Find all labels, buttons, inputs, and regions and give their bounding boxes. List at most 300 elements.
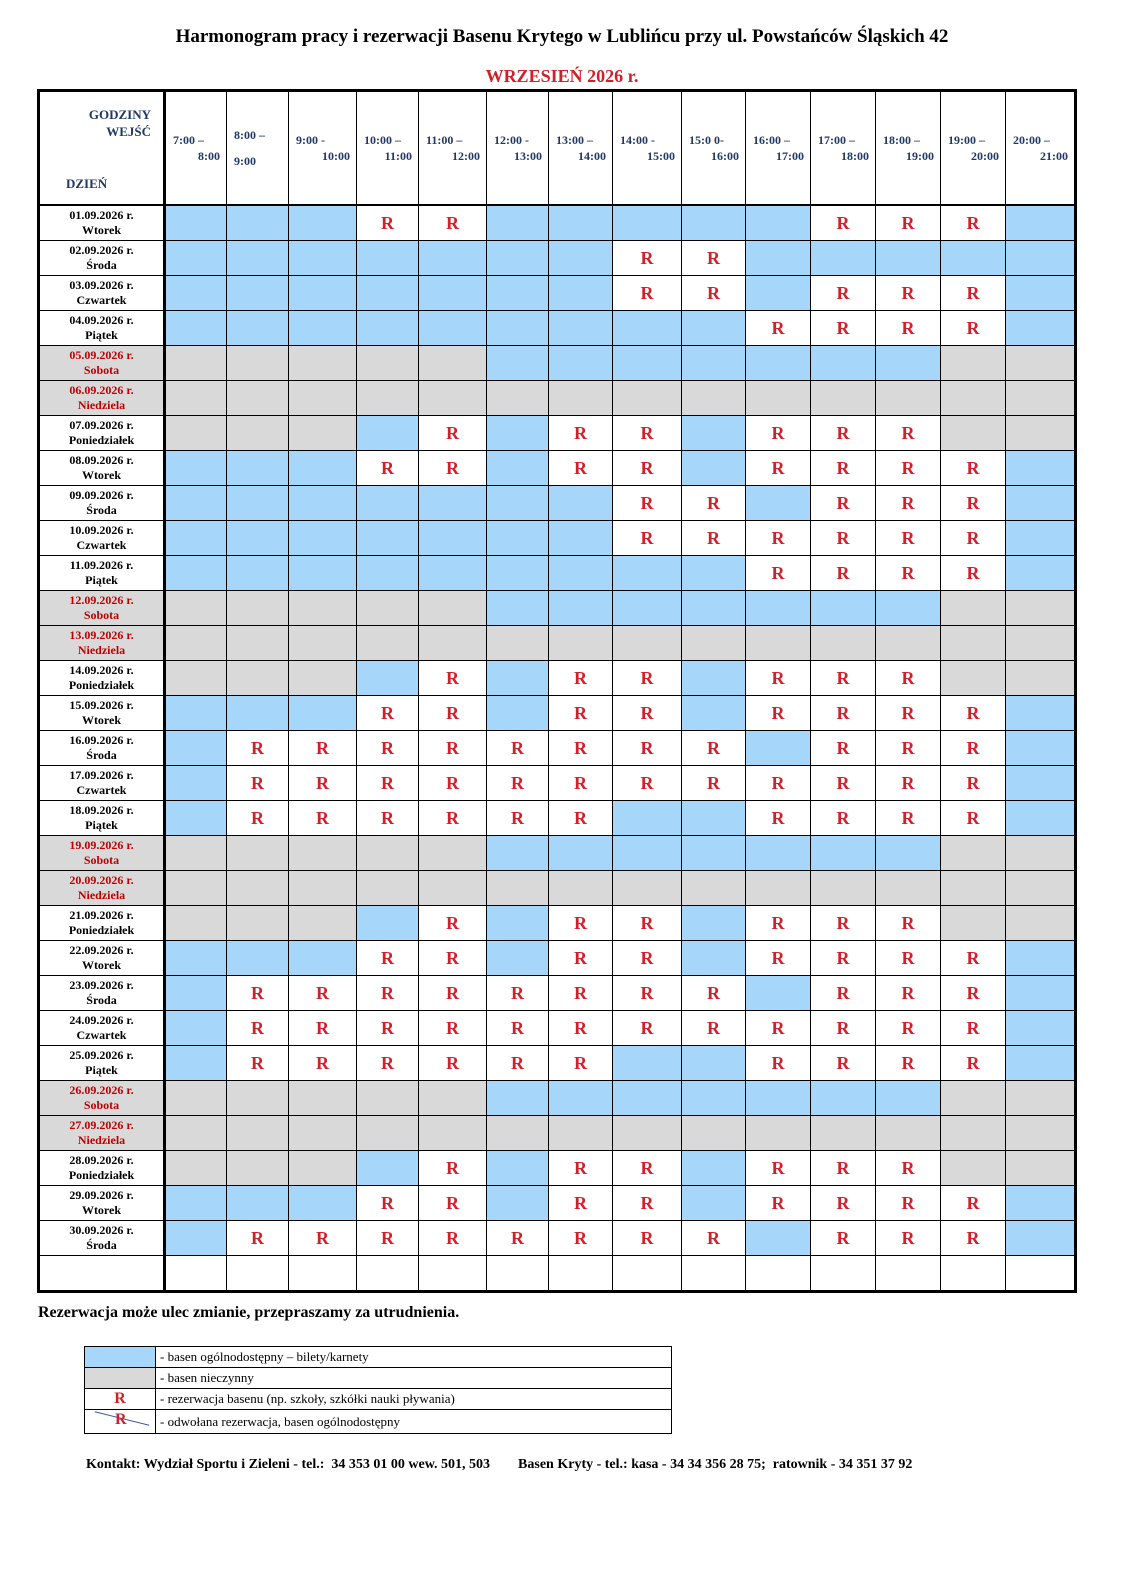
schedule-row bbox=[39, 906, 1076, 941]
weekday-text: Sobota bbox=[83, 853, 120, 867]
open-cell bbox=[289, 311, 357, 346]
closed-cell bbox=[549, 1116, 613, 1151]
reservation-cell: R bbox=[357, 731, 419, 766]
hour-start: 17:00 – bbox=[818, 133, 855, 147]
closed-cell bbox=[1006, 1151, 1076, 1186]
legend-row bbox=[85, 1347, 672, 1368]
open-cell bbox=[289, 486, 357, 521]
open-cell bbox=[1006, 1011, 1076, 1046]
open-cell bbox=[811, 1081, 876, 1116]
date-text: 11.09.2026 r. bbox=[69, 558, 134, 572]
closed-cell bbox=[289, 381, 357, 416]
closed-cell bbox=[811, 1116, 876, 1151]
open-cell bbox=[487, 416, 549, 451]
open-cell bbox=[289, 556, 357, 591]
closed-cell bbox=[227, 906, 289, 941]
closed-cell bbox=[289, 346, 357, 381]
open-cell bbox=[811, 591, 876, 626]
empty-cell bbox=[419, 1256, 487, 1292]
reservation-cell: R bbox=[941, 941, 1006, 976]
reservation-cell: R bbox=[811, 311, 876, 346]
open-cell bbox=[811, 241, 876, 276]
open-cell bbox=[487, 346, 549, 381]
open-cell bbox=[419, 521, 487, 556]
change-notice: Rezerwacja może ulec zmianie, przepraszamy za utrudnienia. bbox=[38, 1304, 460, 1321]
weekday-text: Niedziela bbox=[77, 1133, 126, 1147]
open-cell bbox=[613, 1081, 682, 1116]
legend-closed-swatch bbox=[85, 1368, 156, 1389]
open-cell bbox=[876, 836, 941, 871]
open-cell bbox=[876, 591, 941, 626]
closed-cell bbox=[876, 381, 941, 416]
reservation-cell: R bbox=[941, 311, 1006, 346]
hour-column-header bbox=[811, 91, 876, 206]
open-cell bbox=[289, 941, 357, 976]
empty-cell bbox=[39, 1256, 165, 1292]
open-cell bbox=[227, 205, 289, 241]
hour-end: 21:00 bbox=[1040, 149, 1068, 163]
empty-cell bbox=[549, 1256, 613, 1292]
hour-column-header bbox=[487, 91, 549, 206]
reservation-cell: R bbox=[357, 976, 419, 1011]
schedule-row bbox=[39, 346, 1076, 381]
closed-cell bbox=[941, 381, 1006, 416]
closed-cell bbox=[419, 1116, 487, 1151]
weekday-text: Wtorek bbox=[81, 958, 122, 972]
weekday-text: Wtorek bbox=[81, 1203, 122, 1217]
day-cell bbox=[39, 1151, 165, 1186]
closed-cell bbox=[487, 381, 549, 416]
header-row bbox=[39, 91, 1076, 206]
closed-cell bbox=[289, 591, 357, 626]
reservation-cell: R bbox=[876, 661, 941, 696]
reservation-cell: R bbox=[419, 1046, 487, 1081]
reservation-cell: R bbox=[419, 801, 487, 836]
schedule-row bbox=[39, 696, 1076, 731]
closed-cell bbox=[746, 871, 811, 906]
closed-cell bbox=[1006, 836, 1076, 871]
date-text: 21.09.2026 r. bbox=[69, 908, 134, 922]
open-cell bbox=[682, 205, 746, 241]
open-cell bbox=[613, 556, 682, 591]
hour-start: 7:00 – bbox=[173, 133, 204, 147]
reservation-cell: R bbox=[549, 1011, 613, 1046]
date-text: 09.09.2026 r. bbox=[69, 488, 134, 502]
open-cell bbox=[613, 801, 682, 836]
closed-cell bbox=[227, 1081, 289, 1116]
closed-cell bbox=[549, 381, 613, 416]
closed-cell bbox=[289, 661, 357, 696]
reservation-cell: R bbox=[876, 696, 941, 731]
weekday-text: Sobota bbox=[83, 1098, 120, 1112]
reservation-cell: R bbox=[613, 696, 682, 731]
open-cell bbox=[165, 521, 227, 556]
closed-cell bbox=[227, 836, 289, 871]
date-text: 07.09.2026 r. bbox=[69, 418, 134, 432]
reservation-cell: R bbox=[289, 766, 357, 801]
closed-cell bbox=[165, 381, 227, 416]
closed-cell bbox=[227, 346, 289, 381]
date-text: 08.09.2026 r. bbox=[69, 453, 134, 467]
closed-cell bbox=[289, 836, 357, 871]
open-cell bbox=[746, 731, 811, 766]
reservation-cell: R bbox=[876, 451, 941, 486]
closed-cell bbox=[1006, 906, 1076, 941]
closed-cell bbox=[165, 591, 227, 626]
legend-row bbox=[85, 1410, 672, 1434]
hour-end: 17:00 bbox=[776, 149, 804, 163]
schedule-row bbox=[39, 591, 1076, 626]
open-cell bbox=[227, 486, 289, 521]
contact-info: Kontakt: Wydział Sportu i Zieleni - tel.: 34 353 01 00 wew. 501, 503 Basen Kryty - tel.: kasa - 34 34 356 28 75; ratownik - 34 351 37 92 bbox=[86, 1457, 913, 1472]
weekday-text: Piątek bbox=[85, 818, 118, 832]
open-cell bbox=[419, 241, 487, 276]
date-text: 23.09.2026 r. bbox=[69, 978, 134, 992]
hour-column-header bbox=[419, 91, 487, 206]
reservation-cell: R bbox=[746, 801, 811, 836]
open-cell bbox=[549, 205, 613, 241]
closed-cell bbox=[227, 381, 289, 416]
reservation-cell: R bbox=[876, 556, 941, 591]
reservation-cell: R bbox=[746, 696, 811, 731]
open-cell bbox=[682, 1151, 746, 1186]
hour-end: 15:00 bbox=[647, 149, 675, 163]
closed-cell bbox=[165, 626, 227, 661]
day-cell bbox=[39, 836, 165, 871]
open-cell bbox=[1006, 556, 1076, 591]
reservation-cell: R bbox=[549, 801, 613, 836]
open-cell bbox=[613, 1046, 682, 1081]
date-text: 14.09.2026 r. bbox=[69, 663, 134, 677]
day-cell bbox=[39, 1081, 165, 1116]
open-cell bbox=[419, 276, 487, 311]
open-cell bbox=[165, 1221, 227, 1256]
open-cell bbox=[746, 276, 811, 311]
open-cell bbox=[357, 241, 419, 276]
date-text: 27.09.2026 r. bbox=[69, 1118, 134, 1132]
closed-cell bbox=[682, 381, 746, 416]
open-cell bbox=[682, 696, 746, 731]
closed-cell bbox=[941, 346, 1006, 381]
closed-cell bbox=[227, 626, 289, 661]
closed-cell bbox=[419, 346, 487, 381]
date-text: 02.09.2026 r. bbox=[69, 243, 134, 257]
reservation-cell: R bbox=[746, 661, 811, 696]
reservation-cell: R bbox=[419, 1221, 487, 1256]
reservation-cell: R bbox=[876, 766, 941, 801]
reservation-cell: R bbox=[811, 906, 876, 941]
reservation-cell: R bbox=[549, 976, 613, 1011]
open-cell bbox=[165, 1186, 227, 1221]
reservation-cell: R bbox=[941, 731, 1006, 766]
reservation-cell: R bbox=[289, 731, 357, 766]
empty-row bbox=[39, 1256, 1076, 1292]
open-cell bbox=[1006, 241, 1076, 276]
open-cell bbox=[357, 521, 419, 556]
reservation-cell: R bbox=[227, 766, 289, 801]
open-cell bbox=[1006, 801, 1076, 836]
reservation-cell: R bbox=[357, 696, 419, 731]
closed-cell bbox=[165, 346, 227, 381]
weekday-text: Środa bbox=[86, 503, 117, 517]
schedule-row bbox=[39, 451, 1076, 486]
day-label: DZIEŃ bbox=[66, 176, 108, 191]
open-cell bbox=[487, 276, 549, 311]
reservation-cell: R bbox=[746, 311, 811, 346]
hour-column-header bbox=[289, 91, 357, 206]
reservation-cell: R bbox=[811, 941, 876, 976]
legend-row bbox=[85, 1368, 672, 1389]
reservation-cell: R bbox=[613, 1011, 682, 1046]
schedule-row bbox=[39, 276, 1076, 311]
day-cell bbox=[39, 451, 165, 486]
open-cell bbox=[1006, 521, 1076, 556]
weekday-text: Wtorek bbox=[81, 713, 122, 727]
reservation-cell: R bbox=[549, 696, 613, 731]
reservation-cell: R bbox=[876, 521, 941, 556]
open-cell bbox=[289, 451, 357, 486]
reservation-cell: R bbox=[876, 486, 941, 521]
open-cell bbox=[227, 1186, 289, 1221]
schedule-row bbox=[39, 626, 1076, 661]
reservation-cell: R bbox=[613, 521, 682, 556]
reservation-cell: R bbox=[549, 1151, 613, 1186]
closed-cell bbox=[289, 1081, 357, 1116]
schedule-row bbox=[39, 941, 1076, 976]
reservation-cell: R bbox=[682, 241, 746, 276]
reservation-cell: R bbox=[227, 1011, 289, 1046]
day-cell bbox=[39, 486, 165, 521]
hour-start: 11:00 – bbox=[426, 133, 463, 147]
closed-cell bbox=[165, 836, 227, 871]
hour-start: 15:0 0- bbox=[689, 133, 724, 147]
hour-start: 10:00 – bbox=[364, 133, 401, 147]
open-cell bbox=[549, 311, 613, 346]
open-cell bbox=[165, 276, 227, 311]
closed-cell bbox=[419, 836, 487, 871]
open-cell bbox=[613, 311, 682, 346]
reservation-cell: R bbox=[746, 1186, 811, 1221]
reservation-cell: R bbox=[941, 696, 1006, 731]
date-text: 05.09.2026 r. bbox=[69, 348, 134, 362]
schedule-row bbox=[39, 1081, 1076, 1116]
date-text: 13.09.2026 r. bbox=[69, 628, 134, 642]
open-cell bbox=[227, 451, 289, 486]
reservation-cell: R bbox=[746, 906, 811, 941]
open-cell bbox=[746, 205, 811, 241]
reservation-cell: R bbox=[289, 1221, 357, 1256]
reservation-cell: R bbox=[876, 976, 941, 1011]
schedule-row bbox=[39, 1186, 1076, 1221]
closed-cell bbox=[419, 1081, 487, 1116]
weekday-text: Niedziela bbox=[77, 398, 126, 412]
reservation-cell: R bbox=[746, 416, 811, 451]
empty-cell bbox=[876, 1256, 941, 1292]
open-cell bbox=[1006, 941, 1076, 976]
open-cell bbox=[746, 591, 811, 626]
closed-cell bbox=[613, 381, 682, 416]
reservation-cell: R bbox=[289, 1011, 357, 1046]
open-cell bbox=[682, 1186, 746, 1221]
reservation-cell: R bbox=[811, 976, 876, 1011]
open-cell bbox=[1006, 311, 1076, 346]
date-text: 19.09.2026 r. bbox=[69, 838, 134, 852]
hour-column-header bbox=[227, 91, 289, 206]
reservation-cell: R bbox=[811, 276, 876, 311]
open-cell bbox=[227, 941, 289, 976]
reservation-cell: R bbox=[746, 451, 811, 486]
weekday-text: Czwartek bbox=[76, 783, 127, 797]
day-cell bbox=[39, 731, 165, 766]
reservation-cell: R bbox=[941, 521, 1006, 556]
empty-cell bbox=[811, 1256, 876, 1292]
reservation-cell: R bbox=[613, 1186, 682, 1221]
open-cell bbox=[682, 416, 746, 451]
open-cell bbox=[1006, 276, 1076, 311]
reservation-cell: R bbox=[811, 1046, 876, 1081]
open-cell bbox=[549, 276, 613, 311]
reservation-cell: R bbox=[876, 731, 941, 766]
open-cell bbox=[357, 311, 419, 346]
closed-cell bbox=[613, 871, 682, 906]
reservation-cell: R bbox=[811, 416, 876, 451]
hour-end: 13:00 bbox=[514, 149, 542, 163]
open-cell bbox=[682, 346, 746, 381]
weekday-text: Poniedziałek bbox=[68, 433, 135, 447]
open-cell bbox=[682, 661, 746, 696]
open-cell bbox=[1006, 731, 1076, 766]
reservation-cell: R bbox=[876, 1011, 941, 1046]
reservation-cell: R bbox=[811, 1221, 876, 1256]
schedule-row bbox=[39, 241, 1076, 276]
reservation-cell: R bbox=[876, 1221, 941, 1256]
closed-cell bbox=[419, 591, 487, 626]
open-cell bbox=[682, 906, 746, 941]
hour-column-header bbox=[1006, 91, 1076, 206]
open-cell bbox=[487, 836, 549, 871]
day-cell bbox=[39, 1046, 165, 1081]
closed-cell bbox=[941, 1081, 1006, 1116]
open-cell bbox=[487, 906, 549, 941]
empty-cell bbox=[165, 1256, 227, 1292]
day-cell bbox=[39, 661, 165, 696]
reservation-cell: R bbox=[682, 1011, 746, 1046]
day-cell bbox=[39, 696, 165, 731]
open-cell bbox=[165, 976, 227, 1011]
closed-cell bbox=[357, 836, 419, 871]
open-cell bbox=[941, 241, 1006, 276]
schedule-row bbox=[39, 976, 1076, 1011]
hour-start: 18:00 – bbox=[883, 133, 920, 147]
open-cell bbox=[165, 205, 227, 241]
reservation-cell: R bbox=[682, 521, 746, 556]
reservation-cell: R bbox=[876, 906, 941, 941]
date-text: 04.09.2026 r. bbox=[69, 313, 134, 327]
reservation-cell: R bbox=[811, 1151, 876, 1186]
day-cell bbox=[39, 521, 165, 556]
reservation-cell: R bbox=[746, 556, 811, 591]
weekday-text: Poniedziałek bbox=[68, 923, 135, 937]
reservation-cell: R bbox=[876, 1151, 941, 1186]
date-text: 18.09.2026 r. bbox=[69, 803, 134, 817]
empty-cell bbox=[941, 1256, 1006, 1292]
closed-cell bbox=[227, 416, 289, 451]
reservation-cell: R bbox=[549, 766, 613, 801]
day-cell bbox=[39, 346, 165, 381]
weekday-text: Piątek bbox=[85, 573, 118, 587]
open-cell bbox=[682, 556, 746, 591]
entries-label: WEJŚĆ bbox=[106, 124, 151, 139]
schedule-row bbox=[39, 1011, 1076, 1046]
day-cell bbox=[39, 1221, 165, 1256]
closed-cell bbox=[1006, 661, 1076, 696]
reservation-cell: R bbox=[682, 276, 746, 311]
reservation-cell: R bbox=[357, 1011, 419, 1046]
open-cell bbox=[1006, 1221, 1076, 1256]
date-text: 06.09.2026 r. bbox=[69, 383, 134, 397]
closed-cell bbox=[941, 591, 1006, 626]
legend-text: - rezerwacja basenu (np. szkoły, szkółki nauki pływania) bbox=[156, 1389, 672, 1410]
hour-end: 10:00 bbox=[322, 149, 350, 163]
open-cell bbox=[811, 346, 876, 381]
day-cell bbox=[39, 416, 165, 451]
date-text: 29.09.2026 r. bbox=[69, 1188, 134, 1202]
reservation-cell: R bbox=[811, 486, 876, 521]
weekday-text: Sobota bbox=[83, 608, 120, 622]
hour-column-header bbox=[357, 91, 419, 206]
open-cell bbox=[419, 311, 487, 346]
page-title: Harmonogram pracy i rezerwacji Basenu Krytego w Lublińcu przy ul. Powstańców Śląskich 42 bbox=[175, 26, 949, 47]
open-cell bbox=[682, 451, 746, 486]
closed-cell bbox=[357, 1081, 419, 1116]
open-cell bbox=[549, 836, 613, 871]
reservation-cell: R bbox=[941, 1221, 1006, 1256]
open-cell bbox=[419, 556, 487, 591]
reservation-cell: R bbox=[613, 976, 682, 1011]
month-heading: WRZESIEŃ 2026 r. bbox=[485, 66, 639, 86]
reservation-cell: R bbox=[549, 1046, 613, 1081]
hour-end: 14:00 bbox=[578, 149, 606, 163]
closed-cell bbox=[487, 626, 549, 661]
weekday-text: Wtorek bbox=[81, 468, 122, 482]
open-cell bbox=[1006, 451, 1076, 486]
reservation-cell: R bbox=[487, 1046, 549, 1081]
closed-cell bbox=[419, 871, 487, 906]
corner-cell bbox=[39, 91, 165, 206]
reservation-cell: R bbox=[811, 731, 876, 766]
closed-cell bbox=[941, 416, 1006, 451]
closed-cell bbox=[165, 1116, 227, 1151]
open-cell bbox=[165, 556, 227, 591]
day-cell bbox=[39, 311, 165, 346]
reservation-cell: R bbox=[746, 1151, 811, 1186]
open-cell bbox=[487, 1081, 549, 1116]
day-cell bbox=[39, 801, 165, 836]
schedule-row bbox=[39, 556, 1076, 591]
closed-cell bbox=[941, 661, 1006, 696]
open-cell bbox=[487, 941, 549, 976]
day-cell bbox=[39, 976, 165, 1011]
hour-start: 20:00 – bbox=[1013, 133, 1050, 147]
closed-cell bbox=[357, 626, 419, 661]
reservation-cell: R bbox=[811, 801, 876, 836]
weekday-text: Środa bbox=[86, 1238, 117, 1252]
reservation-cell: R bbox=[876, 416, 941, 451]
open-cell bbox=[746, 241, 811, 276]
open-cell bbox=[487, 451, 549, 486]
closed-cell bbox=[227, 871, 289, 906]
open-cell bbox=[227, 521, 289, 556]
